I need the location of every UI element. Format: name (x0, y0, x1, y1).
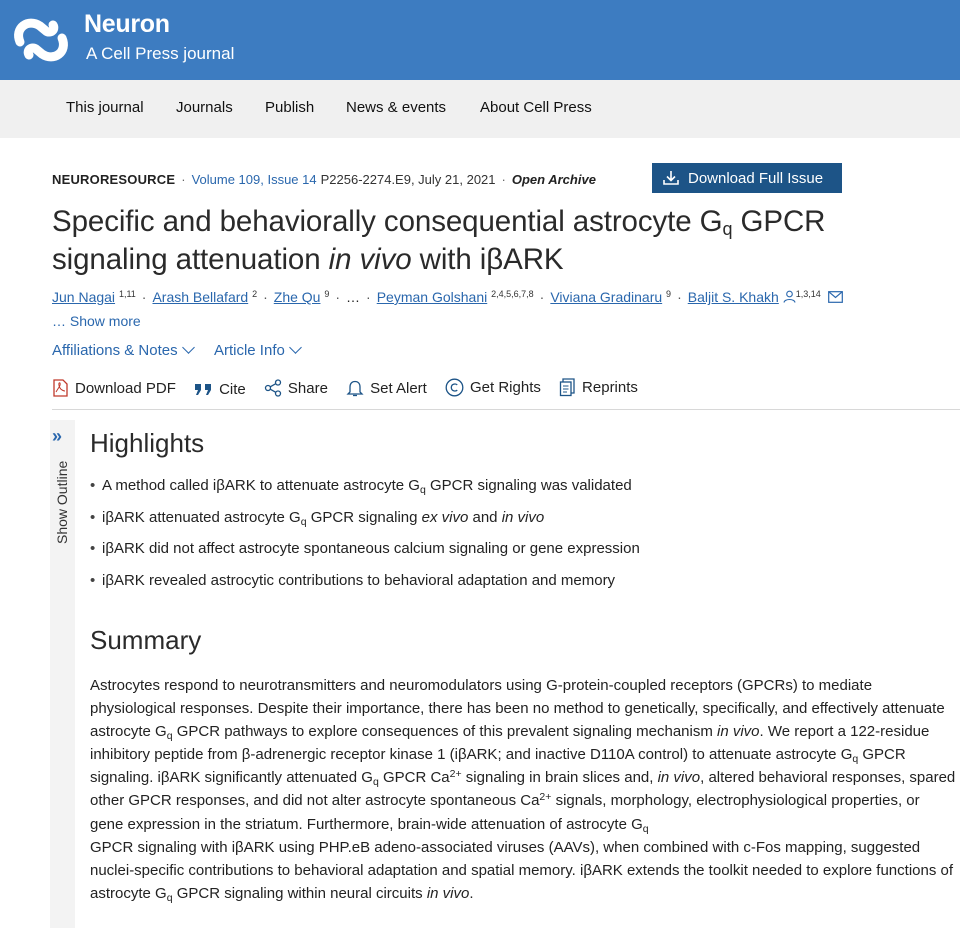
download-full-issue-button[interactable] (652, 163, 842, 193)
nav-this-journal[interactable]: This journal (66, 99, 144, 116)
article-meta: NEURORESOURCE · Volume 109, Issue 14 P2256-2274.E9, July 21, 2021 · Open Archive (52, 172, 596, 187)
volume-link[interactable]: Volume 109, Issue 14 (191, 172, 317, 187)
article-toolbar (52, 378, 652, 398)
article-type: NEURORESOURCE (52, 172, 176, 187)
divider (52, 409, 960, 410)
get-rights-button[interactable]: Get Rights (445, 378, 541, 397)
download-full-issue-label: Download Full Issue (688, 169, 824, 187)
authors-ellipsis: … (346, 289, 361, 305)
chevron-down-icon (289, 341, 302, 354)
author-link[interactable]: Peyman Golshani (376, 289, 488, 305)
cite-button[interactable]: Cite (194, 381, 246, 398)
journal-name[interactable]: Neuron (84, 10, 170, 38)
access-badge: Open Archive (511, 172, 596, 187)
reprints-button[interactable]: Reprints (559, 378, 638, 397)
show-outline-label[interactable]: Show Outline (54, 460, 70, 544)
set-alert-button[interactable]: Set Alert (346, 379, 427, 397)
share-icon (264, 379, 282, 397)
article-info-row (52, 342, 318, 359)
journal-subtitle: A Cell Press journal (86, 44, 235, 63)
list-item: • iβARK revealed astrocytic contributions to behavioral adaptation and memory (90, 571, 950, 603)
double-chevron-right-icon[interactable]: » (52, 426, 63, 446)
cell-press-logo-icon[interactable] (12, 12, 70, 68)
chevron-down-icon (182, 341, 195, 354)
summary-heading: Summary (90, 625, 202, 655)
highlights-heading: Highlights (90, 428, 205, 458)
quote-icon (194, 381, 213, 397)
outline-sidebar[interactable] (50, 420, 75, 928)
pages-date: P2256-2274.E9, July 21, 2021 (320, 172, 496, 187)
highlights-list (90, 476, 950, 602)
author-list: Jun Nagai $^{1,11}$ · Arash Bellafard $^2$ · Zhe Qu $^9$ · … · Peyman Golshani $^{2,4,5,6,7,8}$ · Viviana Gradinaru $^9$ · Baljit S. Khakh $^{1,3,14}$ … Show more (52, 285, 957, 333)
show-more-authors-link[interactable]: … Show more (52, 313, 141, 329)
copyright-icon (445, 378, 464, 397)
author-link[interactable]: Arash Bellafard (152, 289, 249, 305)
pdf-icon (52, 379, 69, 397)
nav-journals[interactable]: Journals (176, 99, 233, 116)
article-info-toggle[interactable]: Article Info (214, 342, 300, 359)
author-link[interactable]: Baljit S. Khakh (687, 289, 779, 305)
author-link[interactable]: Jun Nagai (52, 289, 116, 305)
list-item: • iβARK attenuated astrocyte $G_q$ GPCR signaling ex vivo and in vivo (90, 508, 950, 540)
journal-header (0, 0, 960, 80)
main-nav (0, 80, 960, 138)
author-link[interactable]: Zhe Qu (273, 289, 321, 305)
summary-text: Astrocytes respond to neurotransmitters and neuromodulators using G-protein-coupled receptors (GPCRs) to mediate physiological responses. Despite their importance, there has been no method to genetically, specifically, and effectively attenuate astrocyte $G_q$ GPCR pathways to explore consequences of this prevalent signaling mechanism in vivo. We report a 122-residue inhibitory peptide from β-adrenergic receptor kinase 1 (iβARK; and inactive D110A control) to attenuate astrocyte $G_q$ GPCR signaling. iβARK significantly attenuated $G_q$ GPCR $Ca^{2+}$ signaling in brain slices and, in vivo, altered behavioral responses, spared other GPCR responses, and did not alter astrocyte spontaneous $Ca^{2+}$ signals, morphology, electrophysiological properties, or gene expression in the striatum. Furthermore, brain-wide attenuation of astrocyte $G_q$ GPCR signaling with iβARK using PHP.eB adeno-associated viruses (AAVs), when combined with c-Fos mapping, suggested nuclei-specific contributions to behavioral adaptation and spatial memory. iβARK extends the toolkit needed to explore functions of astrocyte $G_q$ GPCR signaling within neural circuits in vivo. (90, 677, 956, 904)
share-button[interactable]: Share (264, 379, 328, 397)
list-item: • A method called iβARK to attenuate astrocyte $G_q$ GPCR signaling was validated (90, 476, 950, 508)
bell-icon (346, 379, 364, 397)
article-title: Specific and behaviorally consequential astrocyte $G_q$ GPCR signaling attenuation in vivo with iβARK (52, 205, 826, 276)
author-link[interactable]: Viviana Gradinaru (550, 289, 663, 305)
list-item: • iβARK did not affect astrocyte spontaneous calcium signaling or gene expression (90, 539, 950, 571)
nav-publish[interactable]: Publish (265, 99, 315, 116)
download-icon (662, 170, 680, 186)
person-icon (783, 290, 796, 303)
affiliations-notes-toggle[interactable]: Affiliations & Notes (52, 342, 193, 359)
email-icon[interactable] (828, 291, 843, 303)
reprints-icon (559, 378, 576, 397)
nav-news-events[interactable]: News & events (346, 99, 447, 116)
nav-about-cell-press[interactable]: About Cell Press (480, 99, 592, 116)
download-pdf-button[interactable]: Download PDF (52, 379, 176, 397)
